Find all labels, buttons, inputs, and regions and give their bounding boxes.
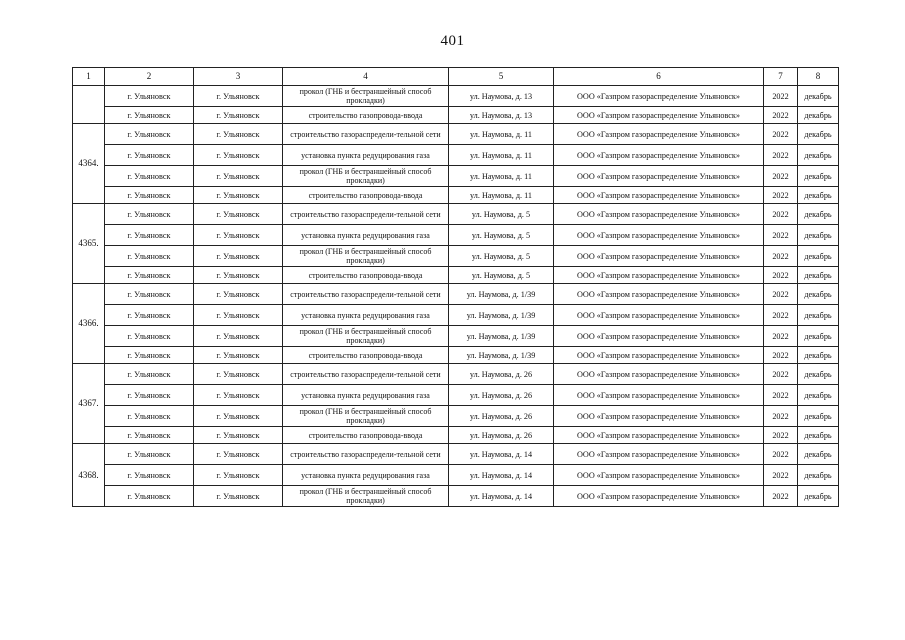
table-row [73, 284, 839, 305]
settlement-cell: г. Ульяновск [105, 427, 194, 444]
work-type-cell: прокол (ГНБ и бестраншейный способ прокладки) [283, 406, 449, 427]
table-row [73, 305, 839, 326]
locality-cell: г. Ульяновск [194, 486, 283, 507]
table-row [73, 246, 839, 267]
table-row [73, 406, 839, 427]
month-cell: декабрь [798, 246, 839, 267]
month-cell: декабрь [798, 145, 839, 166]
locality-cell: г. Ульяновск [194, 166, 283, 187]
address-cell: ул. Наумова, д. 1/39 [449, 347, 554, 364]
settlement-cell: г. Ульяновск [105, 486, 194, 507]
year-cell: 2022 [764, 486, 798, 507]
year-cell: 2022 [764, 305, 798, 326]
settlement-cell: г. Ульяновск [105, 204, 194, 225]
work-type-cell: прокол (ГНБ и бестраншейный способ прокладки) [283, 166, 449, 187]
organization-cell: ООО «Газпром газораспределение Ульяновск» [554, 107, 764, 124]
year-cell: 2022 [764, 385, 798, 406]
month-cell: декабрь [798, 326, 839, 347]
organization-cell: ООО «Газпром газораспределение Ульяновск» [554, 427, 764, 444]
address-cell: ул. Наумова, д. 14 [449, 486, 554, 507]
locality-cell: г. Ульяновск [194, 444, 283, 465]
month-cell: декабрь [798, 204, 839, 225]
address-cell: ул. Наумова, д. 11 [449, 124, 554, 145]
work-type-cell: строительство газораспредели-тельной сети [283, 444, 449, 465]
settlement-cell: г. Ульяновск [105, 406, 194, 427]
year-cell: 2022 [764, 187, 798, 204]
year-cell: 2022 [764, 267, 798, 284]
work-type-cell: строительство газораспредели-тельной сети [283, 204, 449, 225]
settlement-cell: г. Ульяновск [105, 86, 194, 107]
page-number: 401 [440, 33, 465, 49]
entry-number: 4364. [73, 124, 105, 204]
entry-number: 4365. [73, 204, 105, 284]
locality-cell: г. Ульяновск [194, 267, 283, 284]
year-cell: 2022 [764, 124, 798, 145]
address-cell: ул. Наумова, д. 14 [449, 465, 554, 486]
locality-cell: г. Ульяновск [194, 305, 283, 326]
address-cell: ул. Наумова, д. 1/39 [449, 284, 554, 305]
work-type-cell: строительство газопровода-ввода [283, 347, 449, 364]
organization-cell: ООО «Газпром газораспределение Ульяновск» [554, 326, 764, 347]
year-cell: 2022 [764, 465, 798, 486]
table-row [73, 326, 839, 347]
organization-cell: ООО «Газпром газораспределение Ульяновск» [554, 284, 764, 305]
month-cell: декабрь [798, 444, 839, 465]
settlement-cell: г. Ульяновск [105, 107, 194, 124]
year-cell: 2022 [764, 364, 798, 385]
address-cell: ул. Наумова, д. 26 [449, 364, 554, 385]
table-row [73, 107, 839, 124]
settlement-cell: г. Ульяновск [105, 444, 194, 465]
organization-cell: ООО «Газпром газораспределение Ульяновск» [554, 364, 764, 385]
locality-cell: г. Ульяновск [194, 107, 283, 124]
work-type-cell: установка пункта редуцирования газа [283, 225, 449, 246]
table-row [73, 124, 839, 145]
settlement-cell: г. Ульяновск [105, 284, 194, 305]
table-row [73, 267, 839, 284]
settlement-cell: г. Ульяновск [105, 326, 194, 347]
settlement-cell: г. Ульяновск [105, 246, 194, 267]
locality-cell: г. Ульяновск [194, 385, 283, 406]
locality-cell: г. Ульяновск [194, 187, 283, 204]
locality-cell: г. Ульяновск [194, 145, 283, 166]
table-row [73, 486, 839, 507]
month-cell: декабрь [798, 305, 839, 326]
year-cell: 2022 [764, 107, 798, 124]
organization-cell: ООО «Газпром газораспределение Ульяновск» [554, 406, 764, 427]
work-type-cell: строительство газопровода-ввода [283, 187, 449, 204]
organization-cell: ООО «Газпром газораспределение Ульяновск» [554, 444, 764, 465]
month-cell: декабрь [798, 347, 839, 364]
year-cell: 2022 [764, 86, 798, 107]
locality-cell: г. Ульяновск [194, 124, 283, 145]
column-header: 1 [73, 68, 105, 86]
entry-number: 4368. [73, 444, 105, 507]
organization-cell: ООО «Газпром газораспределение Ульяновск» [554, 124, 764, 145]
work-type-cell: установка пункта редуцирования газа [283, 145, 449, 166]
month-cell: декабрь [798, 364, 839, 385]
entry-number: 4366. [73, 284, 105, 364]
table-row [73, 444, 839, 465]
organization-cell: ООО «Газпром газораспределение Ульяновск» [554, 204, 764, 225]
work-type-cell: прокол (ГНБ и бестраншейный способ прокладки) [283, 86, 449, 107]
locality-cell: г. Ульяновск [194, 326, 283, 347]
month-cell: декабрь [798, 385, 839, 406]
address-cell: ул. Наумова, д. 26 [449, 385, 554, 406]
year-cell: 2022 [764, 145, 798, 166]
locality-cell: г. Ульяновск [194, 347, 283, 364]
address-cell: ул. Наумова, д. 11 [449, 166, 554, 187]
locality-cell: г. Ульяновск [194, 246, 283, 267]
year-cell: 2022 [764, 204, 798, 225]
header-row [73, 68, 839, 86]
month-cell: декабрь [798, 166, 839, 187]
month-cell: декабрь [798, 465, 839, 486]
organization-cell: ООО «Газпром газораспределение Ульяновск» [554, 246, 764, 267]
table-body [73, 86, 839, 507]
organization-cell: ООО «Газпром газораспределение Ульяновск» [554, 145, 764, 166]
month-cell: декабрь [798, 486, 839, 507]
settlement-cell: г. Ульяновск [105, 305, 194, 326]
address-cell: ул. Наумова, д. 11 [449, 187, 554, 204]
work-type-cell: строительство газопровода-ввода [283, 107, 449, 124]
work-type-cell: прокол (ГНБ и бестраншейный способ прокладки) [283, 486, 449, 507]
address-cell: ул. Наумова, д. 1/39 [449, 305, 554, 326]
organization-cell: ООО «Газпром газораспределение Ульяновск» [554, 465, 764, 486]
table-row [73, 204, 839, 225]
address-cell: ул. Наумова, д. 5 [449, 246, 554, 267]
settlement-cell: г. Ульяновск [105, 385, 194, 406]
registry-table [72, 67, 839, 507]
settlement-cell: г. Ульяновск [105, 225, 194, 246]
work-type-cell: строительство газораспредели-тельной сети [283, 284, 449, 305]
table-row [73, 86, 839, 107]
column-header: 4 [283, 68, 449, 86]
settlement-cell: г. Ульяновск [105, 364, 194, 385]
year-cell: 2022 [764, 246, 798, 267]
month-cell: декабрь [798, 284, 839, 305]
year-cell: 2022 [764, 166, 798, 187]
table-row [73, 225, 839, 246]
column-header: 3 [194, 68, 283, 86]
table-row [73, 465, 839, 486]
locality-cell: г. Ульяновск [194, 204, 283, 225]
work-type-cell: строительство газопровода-ввода [283, 267, 449, 284]
address-cell: ул. Наумова, д. 26 [449, 406, 554, 427]
organization-cell: ООО «Газпром газораспределение Ульяновск» [554, 385, 764, 406]
address-cell: ул. Наумова, д. 11 [449, 145, 554, 166]
address-cell: ул. Наумова, д. 5 [449, 204, 554, 225]
settlement-cell: г. Ульяновск [105, 465, 194, 486]
year-cell: 2022 [764, 347, 798, 364]
year-cell: 2022 [764, 326, 798, 347]
month-cell: декабрь [798, 187, 839, 204]
organization-cell: ООО «Газпром газораспределение Ульяновск» [554, 86, 764, 107]
work-type-cell: установка пункта редуцирования газа [283, 465, 449, 486]
work-type-cell: прокол (ГНБ и бестраншейный способ прокладки) [283, 246, 449, 267]
month-cell: декабрь [798, 107, 839, 124]
settlement-cell: г. Ульяновск [105, 187, 194, 204]
column-header: 2 [105, 68, 194, 86]
entry-number: 4367. [73, 364, 105, 444]
month-cell: декабрь [798, 267, 839, 284]
year-cell: 2022 [764, 225, 798, 246]
work-type-cell: строительство газопровода-ввода [283, 427, 449, 444]
month-cell: декабрь [798, 406, 839, 427]
table-row [73, 385, 839, 406]
organization-cell: ООО «Газпром газораспределение Ульяновск» [554, 347, 764, 364]
column-header: 8 [798, 68, 839, 86]
work-type-cell: строительство газораспредели-тельной сети [283, 364, 449, 385]
settlement-cell: г. Ульяновск [105, 166, 194, 187]
year-cell: 2022 [764, 406, 798, 427]
table-row [73, 347, 839, 364]
locality-cell: г. Ульяновск [194, 86, 283, 107]
table-row [73, 166, 839, 187]
work-type-cell: прокол (ГНБ и бестраншейный способ прокладки) [283, 326, 449, 347]
month-cell: декабрь [798, 124, 839, 145]
locality-cell: г. Ульяновск [194, 427, 283, 444]
settlement-cell: г. Ульяновск [105, 267, 194, 284]
locality-cell: г. Ульяновск [194, 465, 283, 486]
locality-cell: г. Ульяновск [194, 284, 283, 305]
locality-cell: г. Ульяновск [194, 225, 283, 246]
settlement-cell: г. Ульяновск [105, 124, 194, 145]
column-header: 6 [554, 68, 764, 86]
address-cell: ул. Наумова, д. 5 [449, 267, 554, 284]
table-row [73, 187, 839, 204]
address-cell: ул. Наумова, д. 1/39 [449, 326, 554, 347]
column-header: 7 [764, 68, 798, 86]
organization-cell: ООО «Газпром газораспределение Ульяновск» [554, 187, 764, 204]
year-cell: 2022 [764, 284, 798, 305]
work-type-cell: установка пункта редуцирования газа [283, 385, 449, 406]
month-cell: декабрь [798, 225, 839, 246]
organization-cell: ООО «Газпром газораспределение Ульяновск» [554, 486, 764, 507]
table-row [73, 364, 839, 385]
year-cell: 2022 [764, 427, 798, 444]
month-cell: декабрь [798, 86, 839, 107]
table-row [73, 427, 839, 444]
address-cell: ул. Наумова, д. 26 [449, 427, 554, 444]
work-type-cell: установка пункта редуцирования газа [283, 305, 449, 326]
locality-cell: г. Ульяновск [194, 364, 283, 385]
organization-cell: ООО «Газпром газораспределение Ульяновск» [554, 305, 764, 326]
year-cell: 2022 [764, 444, 798, 465]
table-row [73, 145, 839, 166]
locality-cell: г. Ульяновск [194, 406, 283, 427]
organization-cell: ООО «Газпром газораспределение Ульяновск» [554, 225, 764, 246]
address-cell: ул. Наумова, д. 13 [449, 86, 554, 107]
address-cell: ул. Наумова, д. 5 [449, 225, 554, 246]
month-cell: декабрь [798, 427, 839, 444]
organization-cell: ООО «Газпром газораспределение Ульяновск» [554, 267, 764, 284]
address-cell: ул. Наумова, д. 13 [449, 107, 554, 124]
table-header [73, 68, 839, 86]
address-cell: ул. Наумова, д. 14 [449, 444, 554, 465]
work-type-cell: строительство газораспредели-тельной сети [283, 124, 449, 145]
column-header: 5 [449, 68, 554, 86]
organization-cell: ООО «Газпром газораспределение Ульяновск» [554, 166, 764, 187]
settlement-cell: г. Ульяновск [105, 347, 194, 364]
entry-number [73, 86, 105, 124]
settlement-cell: г. Ульяновск [105, 145, 194, 166]
